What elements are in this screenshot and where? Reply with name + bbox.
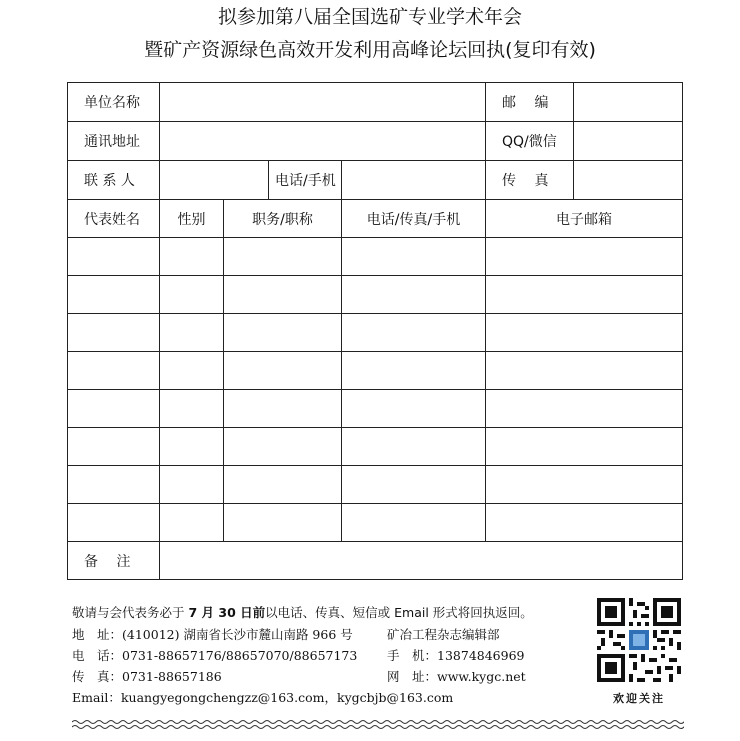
cell-email[interactable]	[486, 466, 683, 504]
row-contact	[68, 161, 683, 200]
table-row	[68, 504, 683, 542]
return-notice	[72, 603, 533, 621]
table-row	[68, 314, 683, 352]
cell-gender[interactable]	[160, 466, 224, 504]
website-line	[387, 667, 526, 685]
qr-caption: 欢迎关注	[613, 692, 665, 705]
cell-title[interactable]	[224, 238, 342, 276]
cell-contact[interactable]	[342, 314, 486, 352]
phone-mobile-label: 电话/手机	[269, 161, 342, 200]
table-row	[68, 428, 683, 466]
phone-info-label: 电 话：	[72, 648, 123, 663]
cell-gender[interactable]	[160, 314, 224, 352]
row-unit-name	[68, 83, 683, 122]
cell-contact[interactable]	[342, 238, 486, 276]
organization-name: 矿冶工程杂志编辑部	[387, 627, 500, 642]
cell-contact[interactable]	[342, 390, 486, 428]
qr-code-icon	[597, 598, 681, 682]
cell-title[interactable]	[224, 352, 342, 390]
remark-field[interactable]	[160, 542, 683, 580]
cell-gender[interactable]	[160, 276, 224, 314]
col-header-title: 职务/职称	[224, 200, 342, 238]
address-field[interactable]	[160, 122, 486, 161]
cell-email[interactable]	[486, 504, 683, 542]
cell-name[interactable]	[68, 504, 160, 542]
website-link[interactable]: www.kygc.net	[437, 669, 526, 684]
form-title-line2: 暨矿产资源绿色高效开发利用高峰论坛回执(复印有效)	[144, 39, 596, 61]
cell-contact[interactable]	[342, 352, 486, 390]
unit-name-label: 单位名称	[68, 83, 160, 122]
row-remark	[68, 542, 683, 580]
row-column-headers	[68, 200, 683, 238]
cell-name[interactable]	[68, 466, 160, 504]
mobile-info-value: 13874846969	[437, 648, 525, 663]
contact-field[interactable]	[160, 161, 269, 200]
cell-name[interactable]	[68, 276, 160, 314]
address-label: 通讯地址	[68, 122, 160, 161]
remark-label: 备 注	[68, 542, 160, 580]
cell-title[interactable]	[224, 504, 342, 542]
cell-gender[interactable]	[160, 352, 224, 390]
fax-line	[72, 667, 222, 685]
table-row	[68, 238, 683, 276]
cell-name[interactable]	[68, 238, 160, 276]
cell-gender[interactable]	[160, 504, 224, 542]
postcode-label: 邮 编	[486, 83, 574, 122]
phone-info-value: 0731-88657176/88657070/88657173	[122, 648, 358, 663]
notice-post: 以电话、传真、短信或 Email 形式将回执返回。	[265, 605, 533, 620]
cell-email[interactable]	[486, 314, 683, 352]
notice-deadline: 7 月 30 日前	[188, 605, 266, 620]
table-row	[68, 466, 683, 504]
email-line	[72, 688, 453, 706]
fax-info-value: 0731-88657186	[122, 669, 222, 684]
cell-contact[interactable]	[342, 428, 486, 466]
cell-email[interactable]	[486, 276, 683, 314]
cell-gender[interactable]	[160, 390, 224, 428]
cell-gender[interactable]	[160, 238, 224, 276]
cell-email[interactable]	[486, 238, 683, 276]
col-header-gender: 性别	[160, 200, 224, 238]
cell-contact[interactable]	[342, 466, 486, 504]
email-info-value[interactable]: kuangyegongchengzz@163.com，kygcbjb@163.com	[120, 690, 454, 705]
address-info-value: (410012) 湖南省长沙市麓山南路 966 号	[122, 627, 353, 642]
cell-title[interactable]	[224, 390, 342, 428]
row-address	[68, 122, 683, 161]
cell-name[interactable]	[68, 352, 160, 390]
contact-label: 联 系 人	[68, 161, 160, 200]
unit-name-field[interactable]	[160, 83, 486, 122]
col-header-contact: 电话/传真/手机	[342, 200, 486, 238]
table-row	[68, 390, 683, 428]
cell-email[interactable]	[486, 352, 683, 390]
mobile-line	[387, 646, 525, 664]
mobile-info-label: 手 机：	[387, 648, 438, 663]
form-title-line1: 拟参加第八届全国选矿专业学术年会	[217, 6, 522, 28]
fax-field[interactable]	[574, 161, 683, 200]
cell-gender[interactable]	[160, 428, 224, 466]
col-header-email: 电子邮箱	[486, 200, 683, 238]
qq-wechat-label: QQ/微信	[486, 122, 574, 161]
cell-name[interactable]	[68, 314, 160, 352]
cell-name[interactable]	[68, 428, 160, 466]
fax-info-label: 传 真：	[72, 669, 123, 684]
website-info-label: 网 址：	[387, 669, 438, 684]
address-info-label: 地 址：	[72, 627, 123, 642]
cell-title[interactable]	[224, 314, 342, 352]
table-row	[68, 352, 683, 390]
fax-label: 传 真	[486, 161, 574, 200]
cell-email[interactable]	[486, 428, 683, 466]
cell-contact[interactable]	[342, 276, 486, 314]
cell-title[interactable]	[224, 276, 342, 314]
postcode-field[interactable]	[574, 83, 683, 122]
email-info-label: Email：	[72, 690, 121, 705]
col-header-name: 代表姓名	[68, 200, 160, 238]
cell-contact[interactable]	[342, 504, 486, 542]
cell-email[interactable]	[486, 390, 683, 428]
cell-name[interactable]	[68, 390, 160, 428]
phone-mobile-field[interactable]	[342, 161, 486, 200]
cell-title[interactable]	[224, 466, 342, 504]
cell-title[interactable]	[224, 428, 342, 466]
table-row	[68, 276, 683, 314]
registration-form-table	[67, 82, 683, 580]
qq-wechat-field[interactable]	[574, 122, 683, 161]
decorative-wave-divider	[72, 718, 684, 732]
notice-pre: 敬请与会代表务必于	[72, 605, 189, 620]
phone-line	[72, 646, 357, 664]
address-line	[72, 625, 353, 643]
